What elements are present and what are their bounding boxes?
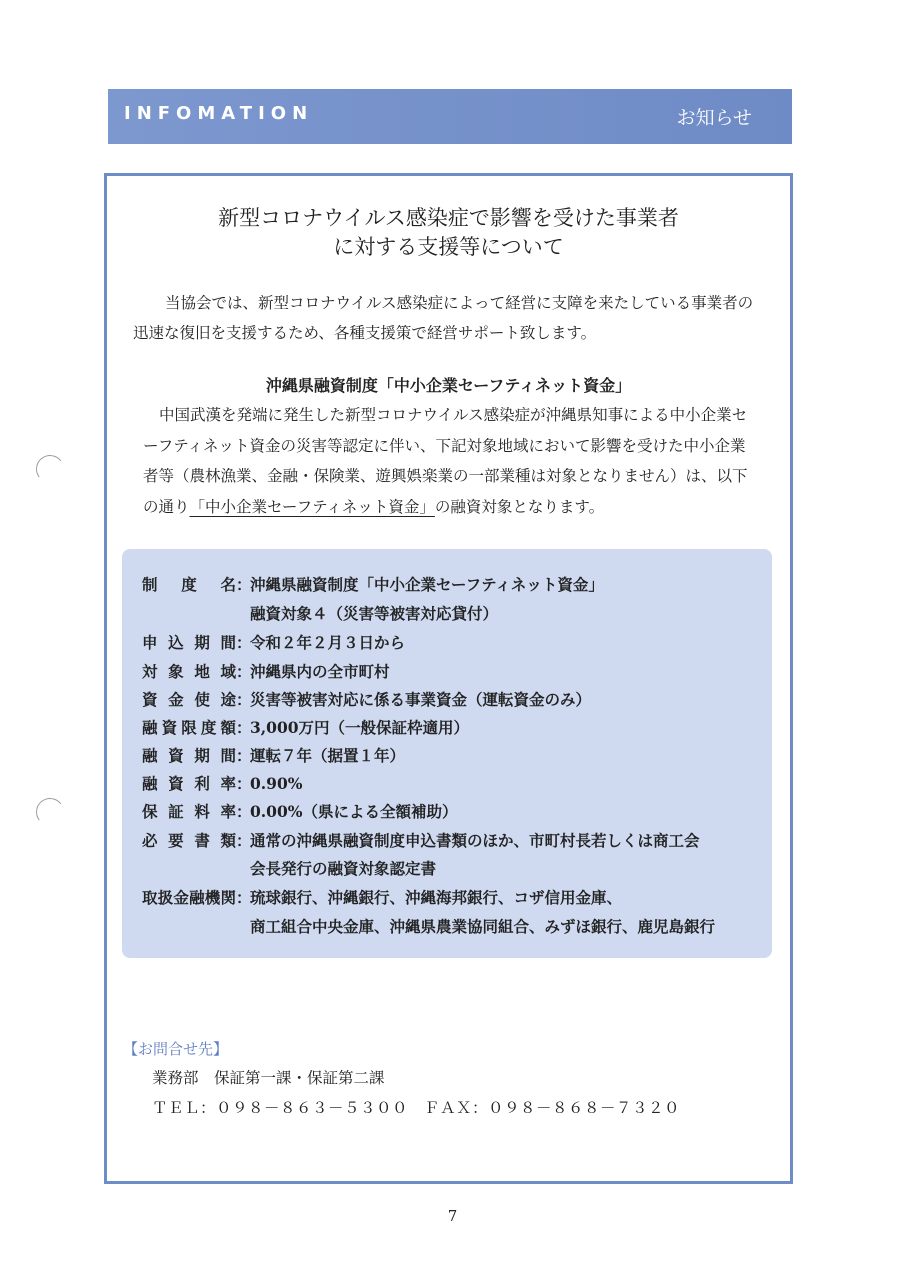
- detail-key: 取扱金融機関: [142, 888, 236, 907]
- detail-value: 0.90%: [250, 774, 303, 793]
- detail-key: 融資期間: [142, 746, 236, 765]
- detail-key: 融資利率: [142, 774, 236, 793]
- article-title-line2: に対する支援等について: [333, 235, 564, 259]
- detail-colon: ：: [236, 831, 252, 850]
- detail-colon: ：: [236, 746, 252, 765]
- detail-colon: ：: [236, 575, 252, 594]
- detail-value: 沖縄県内の全市町村: [250, 662, 390, 681]
- detail-value: 3,000万円（一般保証枠適用）: [250, 718, 470, 737]
- detail-colon: ：: [236, 718, 252, 737]
- detail-row: [142, 772, 302, 794]
- detail-value: 令和２年２月３日から: [250, 633, 406, 652]
- banner-title: お知らせ: [676, 107, 752, 129]
- detail-value: 0.00%（県による全額補助）: [250, 802, 458, 821]
- detail-key: 資金使途: [142, 690, 236, 709]
- detail-key: 対象地域: [142, 662, 236, 681]
- detail-value-cont: 商工組合中央金庫、沖縄県農業協同組合、みずほ銀行、鹿児島銀行: [250, 917, 716, 936]
- page-number: 7: [447, 1207, 458, 1225]
- intro-line: 迅速な復旧を支援するため、各種支援策で経営サポート致します。: [133, 324, 597, 342]
- detail-key: 融資限度額: [142, 718, 236, 737]
- section-line: 中国武漢を発端に発生した新型コロナウイルス感染症が沖縄県知事による中小企業セ: [159, 406, 748, 424]
- detail-row: [142, 800, 457, 822]
- loan-details-box: [122, 549, 772, 958]
- section-line: ーフティネット資金の災害等認定に伴い、下記対象地域において影響を受けた中小企業: [143, 436, 746, 455]
- detail-key: 必要書類: [142, 831, 236, 850]
- section-title: 沖縄県融資制度「中小企業セーフティネット資金」: [265, 376, 632, 395]
- detail-key: 保証料率: [142, 802, 236, 821]
- detail-value: 災害等被害対応に係る事業資金（運転資金のみ）: [250, 690, 592, 709]
- article-title-line1: 新型コロナウイルス感染症で影響を受けた事業者: [218, 206, 679, 230]
- contact-phone-fax: ＴＥＬ：０９８－８６３－５３００ ＦＡＸ：０９８－８６８－７３２０: [152, 1099, 681, 1117]
- contact-department: 業務部 保証第一課・保証第二課: [152, 1069, 385, 1087]
- detail-row: [142, 631, 405, 653]
- contact-heading: 【お問合せ先】: [123, 1040, 229, 1058]
- detail-colon: ：: [236, 690, 252, 709]
- section-paragraph: [143, 400, 788, 522]
- intro-paragraph: [133, 288, 789, 348]
- section-line: の融資対象となります。: [434, 497, 605, 516]
- detail-row: [142, 716, 469, 738]
- emphasized-fund-name: 「中小企業セーフティネット資金」: [189, 497, 435, 516]
- detail-value: 通常の沖縄県融資制度申込書類のほか、市町村長若しくは商工会: [250, 831, 700, 850]
- section-line: の通り: [143, 497, 190, 516]
- banner-label: INFOMATION: [124, 103, 314, 124]
- detail-row: [142, 688, 591, 710]
- binder-hole-mark: [34, 796, 66, 828]
- info-banner: [108, 89, 792, 144]
- detail-colon: ：: [236, 633, 252, 652]
- detail-colon: ：: [236, 774, 252, 793]
- binder-hole-mark: [34, 453, 66, 485]
- detail-row: [142, 573, 604, 595]
- detail-value: 運転７年（据置１年）: [250, 746, 406, 765]
- detail-row: [142, 744, 405, 766]
- detail-row: [142, 660, 390, 682]
- detail-value: 沖縄県融資制度「中小企業セーフティネット資金」: [250, 575, 604, 594]
- detail-key: 制度名: [142, 575, 236, 594]
- detail-colon: ：: [236, 662, 252, 681]
- section-line: 者等（農林漁業、金融・保険業、遊興娯楽業の一部業種は対象となりません）は、以下: [143, 467, 748, 485]
- detail-row: [142, 829, 700, 851]
- detail-value-cont: 融資対象４（災害等被害対応貸付）: [250, 604, 499, 623]
- intro-line: 当協会では、新型コロナウイルス感染症によって経営に支障を来たしている事業者の: [165, 294, 754, 312]
- detail-value-cont: 会長発行の融資対象認定書: [250, 859, 437, 878]
- detail-key: 申込期間: [142, 633, 236, 652]
- detail-colon: ：: [236, 802, 252, 821]
- detail-value: 琉球銀行、沖縄銀行、沖縄海邦銀行、コザ信用金庫、: [250, 888, 623, 907]
- detail-colon: ：: [236, 888, 252, 907]
- detail-row: [142, 886, 622, 908]
